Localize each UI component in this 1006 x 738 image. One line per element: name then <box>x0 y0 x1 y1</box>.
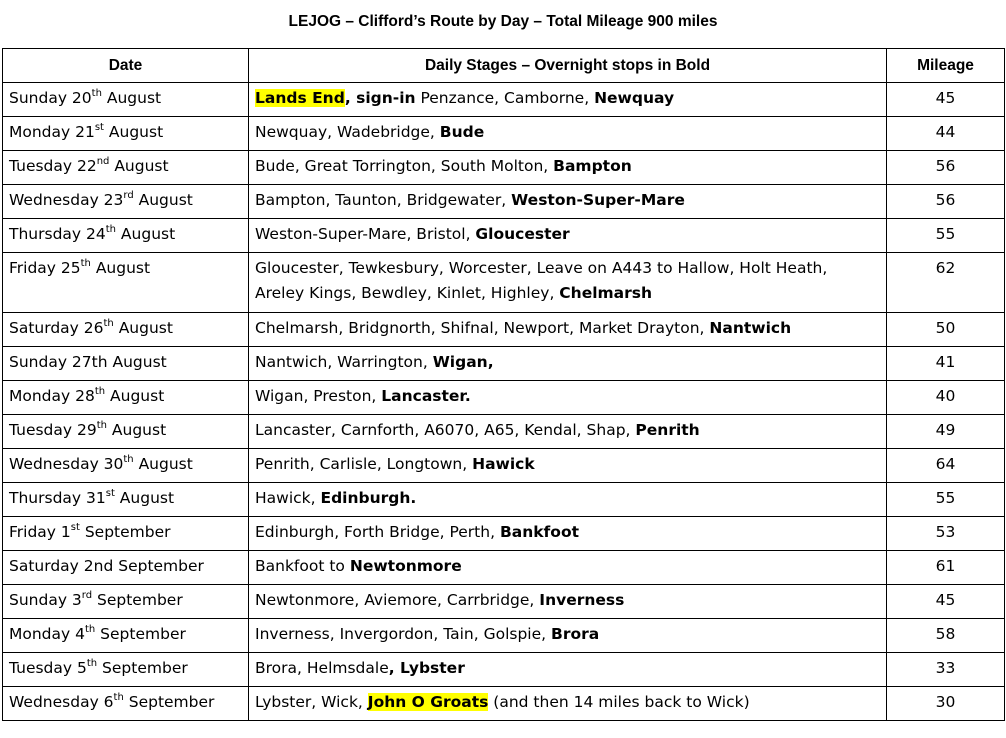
table-row <box>3 83 1005 117</box>
date-cell: Tuesday 5th September <box>3 653 249 687</box>
date-cell: Friday 1st September <box>3 517 249 551</box>
header-date: Date <box>3 49 249 83</box>
mileage-cell: 49 <box>887 415 1005 449</box>
mileage-cell: 41 <box>887 347 1005 381</box>
date-cell: Monday 28th August <box>3 381 249 415</box>
date-cell: Tuesday 22nd August <box>3 151 249 185</box>
mileage-cell: 45 <box>887 83 1005 117</box>
table-row <box>3 253 1005 313</box>
stages-cell: Weston-Super-Mare, Bristol, Gloucester <box>249 219 887 253</box>
stages-cell: Chelmarsh, Bridgnorth, Shifnal, Newport, Market Drayton, Nantwich <box>249 313 887 347</box>
stages-cell: Lands End, sign-in Penzance, Camborne, Newquay <box>249 83 887 117</box>
date-cell: Sunday 20th August <box>3 83 249 117</box>
table-row <box>3 449 1005 483</box>
table-row <box>3 619 1005 653</box>
route-table <box>2 48 1005 721</box>
date-cell: Sunday 27th August <box>3 347 249 381</box>
date-cell: Sunday 3rd September <box>3 585 249 619</box>
stages-cell: Inverness, Invergordon, Tain, Golspie, Brora <box>249 619 887 653</box>
table-row <box>3 415 1005 449</box>
date-cell: Thursday 24th August <box>3 219 249 253</box>
header-row <box>3 49 1005 83</box>
mileage-cell: 53 <box>887 517 1005 551</box>
mileage-cell: 64 <box>887 449 1005 483</box>
mileage-cell: 44 <box>887 117 1005 151</box>
date-cell: Saturday 2nd September <box>3 551 249 585</box>
date-cell: Wednesday 30th August <box>3 449 249 483</box>
mileage-cell: 56 <box>887 185 1005 219</box>
stages-cell: Brora, Helmsdale, Lybster <box>249 653 887 687</box>
stages-cell: Bude, Great Torrington, South Molton, Bampton <box>249 151 887 185</box>
stages-cell: Bankfoot to Newtonmore <box>249 551 887 585</box>
date-cell: Saturday 26th August <box>3 313 249 347</box>
date-cell: Wednesday 23rd August <box>3 185 249 219</box>
table-row <box>3 483 1005 517</box>
stages-cell: Newtonmore, Aviemore, Carrbridge, Inverness <box>249 585 887 619</box>
mileage-cell: 33 <box>887 653 1005 687</box>
mileage-cell: 30 <box>887 687 1005 721</box>
table-row <box>3 517 1005 551</box>
table-row <box>3 219 1005 253</box>
table-row <box>3 313 1005 347</box>
stages-cell: Hawick, Edinburgh. <box>249 483 887 517</box>
date-cell: Thursday 31st August <box>3 483 249 517</box>
mileage-cell: 62 <box>887 253 1005 313</box>
mileage-cell: 58 <box>887 619 1005 653</box>
mileage-cell: 56 <box>887 151 1005 185</box>
date-cell: Wednesday 6th September <box>3 687 249 721</box>
stages-cell: Lancaster, Carnforth, A6070, A65, Kendal, Shap, Penrith <box>249 415 887 449</box>
table-row <box>3 585 1005 619</box>
stages-cell: Newquay, Wadebridge, Bude <box>249 117 887 151</box>
stages-cell: Wigan, Preston, Lancaster. <box>249 381 887 415</box>
stages-cell: Nantwich, Warrington, Wigan, <box>249 347 887 381</box>
table-row <box>3 347 1005 381</box>
stages-cell: Penrith, Carlisle, Longtown, Hawick <box>249 449 887 483</box>
table-row <box>3 151 1005 185</box>
table-row <box>3 653 1005 687</box>
stages-cell: Lybster, Wick, John O Groats (and then 14 miles back to Wick) <box>249 687 887 721</box>
stages-cell: Edinburgh, Forth Bridge, Perth, Bankfoot <box>249 517 887 551</box>
table-row <box>3 185 1005 219</box>
stages-cell: Bampton, Taunton, Bridgewater, Weston-Super-Mare <box>249 185 887 219</box>
date-cell: Monday 4th September <box>3 619 249 653</box>
date-cell: Monday 21st August <box>3 117 249 151</box>
mileage-cell: 61 <box>887 551 1005 585</box>
mileage-cell: 55 <box>887 219 1005 253</box>
header-mileage: Mileage <box>887 49 1005 83</box>
header-stages: Daily Stages – Overnight stops in Bold <box>249 49 887 83</box>
table-row <box>3 117 1005 151</box>
mileage-cell: 50 <box>887 313 1005 347</box>
date-cell: Tuesday 29th August <box>3 415 249 449</box>
mileage-cell: 55 <box>887 483 1005 517</box>
mileage-cell: 45 <box>887 585 1005 619</box>
table-row <box>3 551 1005 585</box>
page-title: LEJOG – Clifford’s Route by Day – Total Mileage 900 miles <box>288 13 718 30</box>
table-row <box>3 687 1005 721</box>
mileage-cell: 40 <box>887 381 1005 415</box>
date-cell: Friday 25th August <box>3 253 249 313</box>
stages-cell: Gloucester, Tewkesbury, Worcester, Leave on A443 to Hallow, Holt Heath, Areley Kings, Bewdley, Kinlet, Highley, Chelmarsh <box>249 253 887 313</box>
table-row <box>3 381 1005 415</box>
